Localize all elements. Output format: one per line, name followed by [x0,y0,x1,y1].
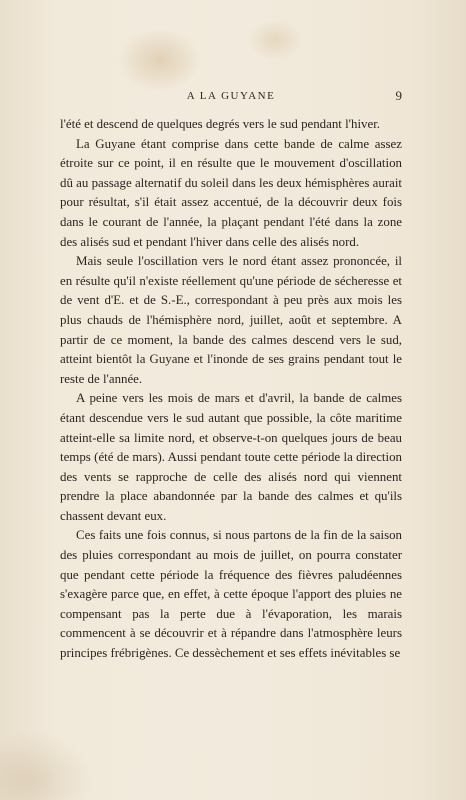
running-title: A LA GUYANE [186,90,276,102]
paragraph-5: Ces faits une fois connus, si nous partons de la fin de la saison des pluies correspondant au mois de juillet, on pourra constater que pendant cette période la fréquence des fièvres paludéennes s'exagère parce que, en effet, à cette époque l'apport des pluies ne compensant pas la perte due à l'évaporation, les marais commencent à se découvrir et à répandre dans l'atmosphère leurs principes frébrigènes. Ce dessèchement et ses effets inévitables se [60,528,402,661]
body-text [60,115,402,664]
page-header [60,90,402,106]
paragraph-2: La Guyane étant comprise dans cette bande de calme assez étroite sur ce point, il en résulte que le mouvement d'oscillation dû au passage alternatif du soleil dans les deux hémisphères aurait pour résultat, s'il était assez accentué, de la découvrir deux fois dans le courant de l'année, la plaçant pendant l'été dans la zone des alisés sud et pendant l'hiver dans celle des alisés nord. [60,136,402,249]
page-number: 9 [395,88,402,103]
paragraph-4: A peine vers les mois de mars et d'avril, la bande de calmes étant descendue vers le sud autant que possible, la côte maritime atteint-elle sa limite nord, et observe-t-on quelques jours de beau temps (été de mars). Aussi pendant toute cette période la direction des vents se rapproche de celle des alisés nord qui viennent prendre la place abandonnée par la bande des calmes et qu'ils chassent devant eux. [60,391,402,523]
paragraph-3: Mais seule l'oscillation vers le nord étant assez prononcée, il en résulte qu'il n'existe réellement qu'une période de sécheresse et de vent d'E. et de S.-E., correspondant à peu près aux mois les plus chauds de l'hémisphère nord, juillet, août et septembre. A partir de ce moment, la bande des calmes descend vers le sud, atteint bientôt la Guyane et l'inonde de ses grains pendant tout le reste de l'année. [60,254,402,386]
paragraph-1: l'été et descend de quelques degrés vers le sud pendant l'hiver. [60,117,380,131]
